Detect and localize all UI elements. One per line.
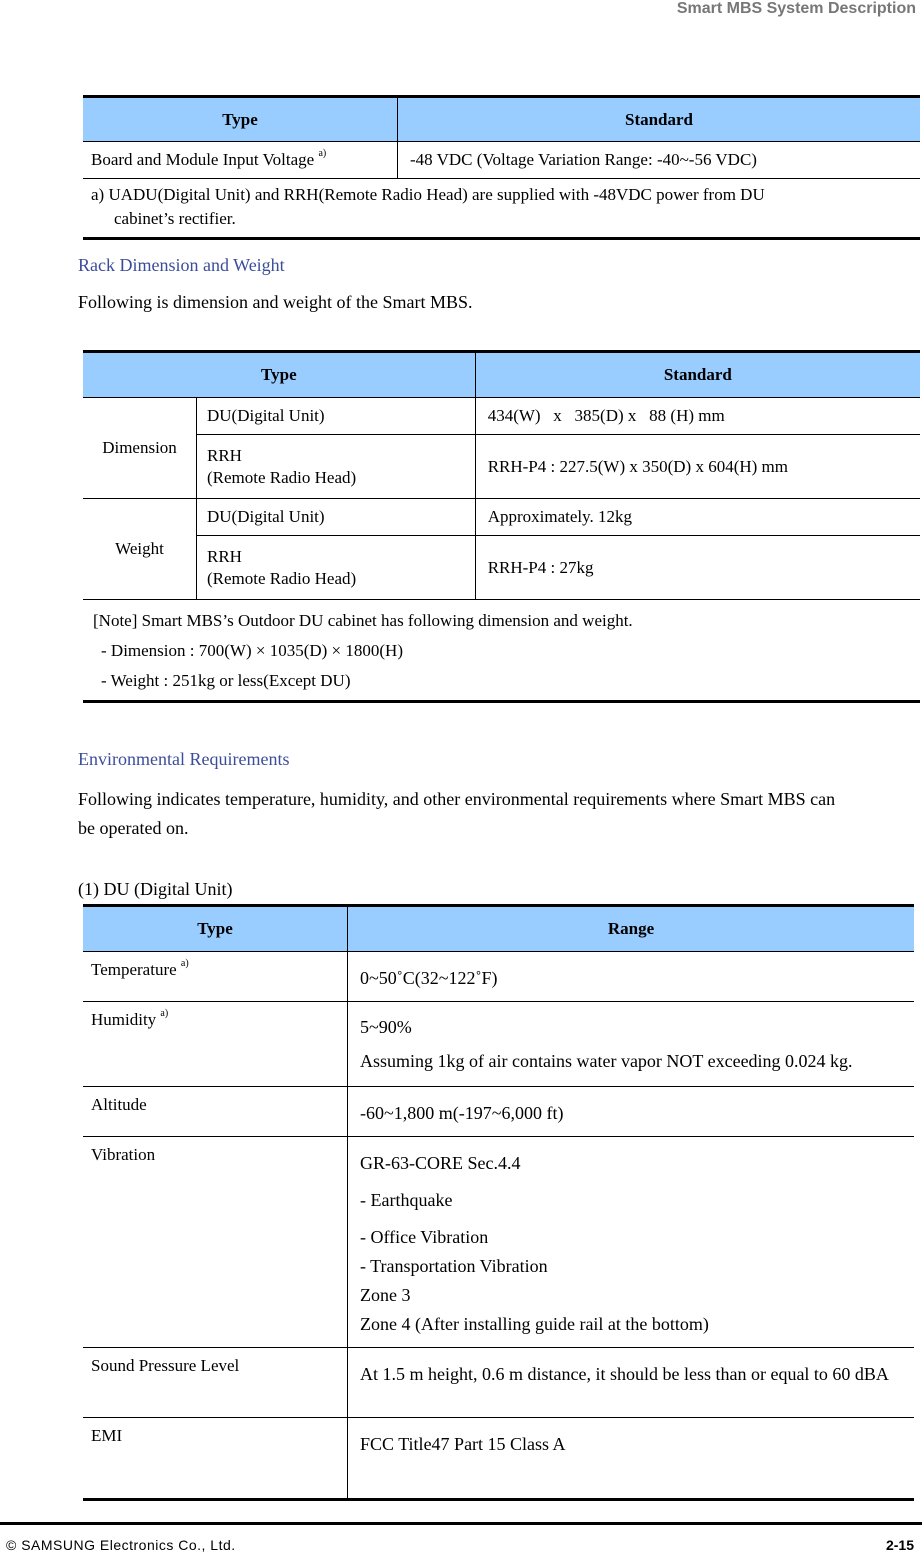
rack-spec-table [83,350,920,703]
table-row [83,499,920,536]
dimension-rrh-label: RRH (Remote Radio Head) [197,435,476,499]
sound-pressure-value: At 1.5 m height, 0.6 m distance, it should be less than or equal to 60 dBA [348,1348,915,1418]
emi-value: FCC Title47 Part 15 Class A [348,1418,915,1500]
section-intro-rack: Following is dimension and weight of the Smart MBS. [78,292,473,312]
section-intro-environment-line2: be operated on. [78,818,189,838]
page-number: 2-15 [885,1537,914,1553]
input-voltage-label: Board and Module Input Voltage $^{a)}$ [83,142,398,179]
table-header-type: Type [83,97,398,142]
weight-du-value: Approximately. 12kg [475,499,920,536]
dimension-du-value: 434(W) x 385(D) x 88 (H) mm [475,398,920,435]
table-header-standard: Standard [398,97,921,142]
table-footnote: a) UADU(Digital Unit) and RRH(Remote Radio Head) are supplied with -48VDC power from DU cabinet’s rectifier. [91,185,765,228]
subheading-du: (1) DU (Digital Unit) [78,879,233,899]
weight-rrh-value: RRH-P4 : 27kg [475,536,920,600]
table-row [83,1348,914,1418]
weight-du-label: DU(Digital Unit) [197,499,476,536]
emi-label: EMI [91,1426,123,1445]
dimension-du-label: DU(Digital Unit) [197,398,476,435]
dimension-rrh-value: RRH-P4 : 227.5(W) x 350(D) x 604(H) mm [475,435,920,499]
vibration-value: GR-63-CORE Sec.4.4 - Earthquake - Office Vibration - Transportation Vibration Zone 3 Zone 4 (After installing guide rail at the bottom) [348,1137,915,1348]
table-header-type: Type [83,352,475,398]
table-header-standard: Standard [475,352,920,398]
humidity-label: Humidity $^{a)}$ [83,1002,348,1087]
table-row [83,536,920,600]
input-voltage-value: -48 VDC (Voltage Variation Range: -40~-56 VDC) [398,142,921,179]
page-header-title: Smart MBS System Description [676,0,916,17]
table-row [83,1418,914,1500]
environment-spec-table [83,904,914,1501]
altitude-label: Altitude [83,1087,348,1137]
table-row [83,952,914,1002]
table-header-range: Range [348,906,915,952]
weight-rrh-label: RRH (Remote Radio Head) [197,536,476,600]
table-row [83,142,920,179]
sound-pressure-label: Sound Pressure Level [83,1348,348,1418]
table-header-type: Type [83,906,348,952]
section-intro-environment-line1: Following indicates temperature, humidity, and other environmental requirements where Smart MBS can [78,789,836,809]
table-row [83,398,920,435]
table-row [83,1137,914,1348]
footer-divider [0,1522,922,1525]
section-heading-rack: Rack Dimension and Weight [78,255,285,275]
weight-group-label: Weight [83,499,197,600]
power-spec-table [83,95,920,240]
section-heading-environment: Environmental Requirements [78,749,290,769]
table-row [83,435,920,499]
humidity-value: 5~90% Assuming 1kg of air contains water vapor NOT exceeding 0.024 kg. [348,1002,915,1087]
temperature-value: 0~50˚C(32~122˚F) [348,952,915,1002]
temperature-label: Temperature $^{a)}$ [83,952,348,1002]
table-row [83,1002,914,1087]
footer-copyright: © SAMSUNG Electronics Co., Ltd. [6,1537,236,1553]
vibration-label: Vibration [83,1137,348,1348]
dimension-group-label: Dimension [83,398,197,499]
altitude-value: -60~1,800 m(-197~6,000 ft) [348,1087,915,1137]
table-row [83,1087,914,1137]
table-footnote: [Note] Smart MBS’s Outdoor DU cabinet has following dimension and weight. - Dimension : 700(W) × 1035(D) × 1800(H) - Weight : 251kg or less(Except DU) [93,611,633,690]
